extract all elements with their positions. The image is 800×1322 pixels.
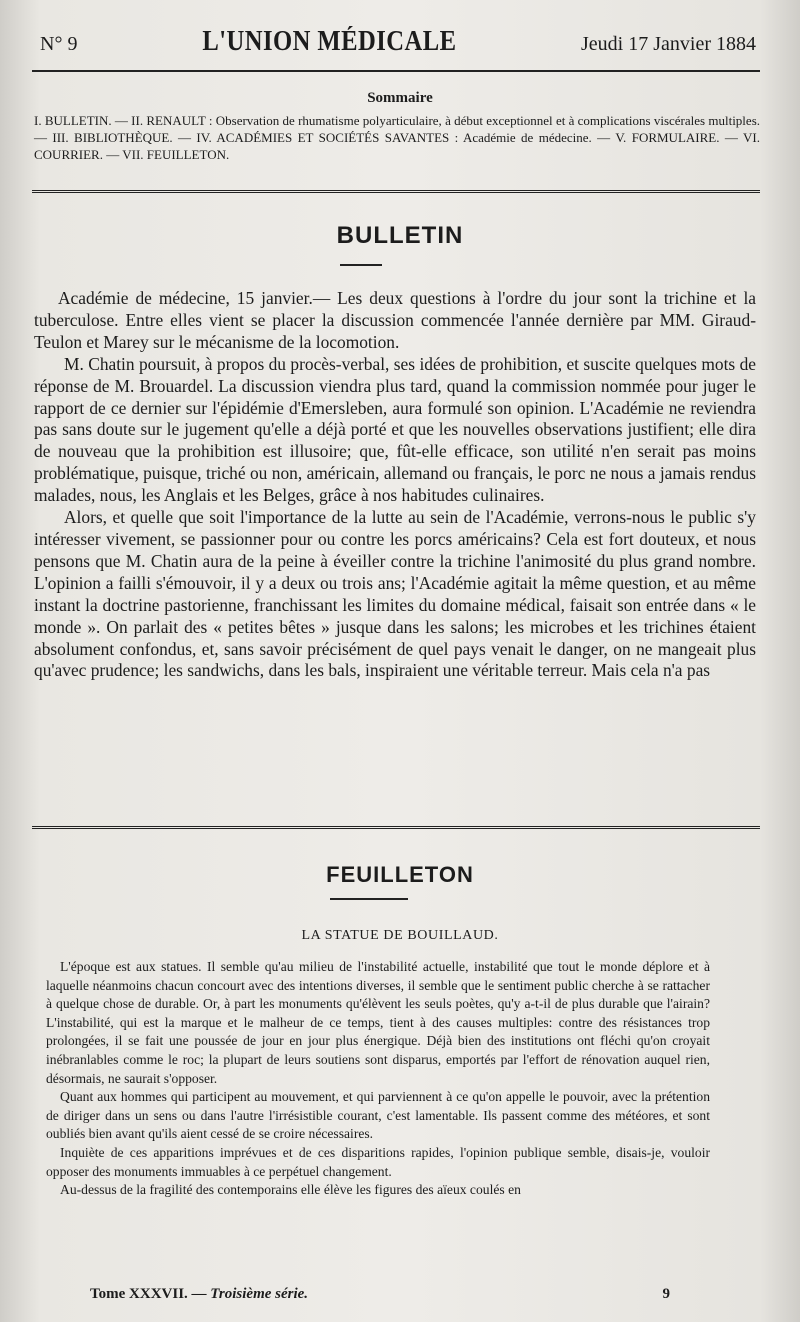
- header-rule: [32, 70, 760, 72]
- feuilleton-rule: [32, 826, 760, 832]
- sommaire-title: Sommaire: [367, 90, 433, 106]
- bulletin-divider: [340, 264, 382, 266]
- feuilleton-divider: [330, 898, 408, 900]
- feuilleton-paragraph-2: Quant aux hommes qui participent au mouvement, et qui parviennent à ce qu'on appelle le pouvoir, avec la prétention de diriger dans un sens ou dans l'autre l'irrésistible courant, c'est lamentable. Ils passent comme des météores, et sont oubliés bien avant qu'ils aient cessé de se croire nécessaires.: [46, 1089, 710, 1142]
- page-number: 9: [662, 1286, 670, 1302]
- bulletin-body: [34, 288, 756, 682]
- feuilleton-body: [46, 958, 710, 1200]
- feuilleton-subtitle: LA STATUE DE BOUILLAUD.: [301, 928, 499, 943]
- journal-title: L'UNION MÉDICALE: [202, 26, 457, 57]
- feuilleton-title: FEUILLETON: [326, 862, 474, 887]
- footer-series: Troisième série.: [210, 1286, 309, 1302]
- issue-date: Jeudi 17 Janvier 1884: [581, 33, 756, 55]
- bulletin-paragraph-3: Alors, et quelle que soit l'importance de la lutte au sein de l'Académie, verrons-nous le public s'y intéresser vivement, se passionner pour ou contre les porcs américains? Cela est fort douteux, et nous pensons que M. Chatin aura de la peine à éveiller contre la trichine l'animosité du plus grand nombre. L'opinion a failli s'émouvoir, il y a deux ou trois ans; l'Académie agitait la même question, et au même instant la doctrine pastorienne, franchissant les limites du domaine médical, faisait son entrée dans « le monde ». On parlait des « petites bêtes » jusque dans les salons; les microbes et les trichines étaient absolument confondus, et, sans savoir précisément de quel pays venait le danger, on ne mangeait plus qu'avec prudence; les sandwichs, dans les bals, inspiraient une véritable terreur. Mais cela n'a pas: [34, 507, 756, 681]
- bulletin-paragraph-2: M. Chatin poursuit, à propos du procès-verbal, ses idées de prohibition, et suscite quelques mots de réponse de M. Brouardel. La discussion viendra plus tard, quand la commission nommée pour juger le rapport de ce dernier sur l'épidémie d'Emersleben, aura formulé son opinion. L'Académie ne reviendra pas sans doute sur le jugement qu'elle a déjà porté et que les nouvelles observations justifient; elle dira de nouveau que la prohibition est illusoire; que, fût-elle efficace, son utilité n'en serait pas moins problématique, puisque, triché ou non, américain, allemand ou français, le porc ne nous a jamais rendus malades, nous, les Anglais et les Belges, grâce à nos habitudes culinaires.: [34, 353, 756, 506]
- issue-number: N° 9: [40, 33, 78, 55]
- page-footer: [90, 1286, 670, 1303]
- sommaire-text: I. BULLETIN. — II. RENAULT : Observation de rhumatisme polyarticulaire, à début exceptionnel et à complications viscérales multiples. — III. BIBLIOTHÈQUE. — IV. ACADÉMIES ET SOCIÉTÉS SAVANTES : Académie de médecine. — V. FORMULAIRE. — VI. COURRIER. — VII. FEUILLETON.: [34, 113, 760, 162]
- footer-volume-info: [90, 1286, 308, 1303]
- bulletin-title: BULLETIN: [336, 222, 464, 249]
- bulletin-paragraph-1: Académie de médecine, 15 janvier.— Les deux questions à l'ordre du jour sont la trichine et la tuberculose. Entre elles vient se placer la discussion commencée l'année dernière par MM. Giraud-Teulon et Marey sur le mécanisme de la locomotion.: [34, 288, 756, 352]
- feuilleton-paragraph-4: Au-dessus de la fragilité des contemporains elle élève les figures des aïeux coulés en: [60, 1182, 521, 1198]
- feuilleton-paragraph-3: Inquiète de ces apparitions imprévues et de ces disparitions rapides, l'opinion publique semble, disais-je, vouloir opposer des monuments immuables à ce perpétuel changement.: [46, 1144, 710, 1179]
- footer-volume: Tome XXXVII. —: [90, 1286, 207, 1302]
- sommaire-rule: [32, 190, 760, 196]
- page-header: [40, 26, 756, 62]
- feuilleton-paragraph-1: L'époque est aux statues. Il semble qu'au milieu de l'instabilité actuelle, instabilité que tout le monde déplore et à laquelle néanmoins chacun concourt avec des intentions diverses, il semble que le sentiment public cherche à se rattacher à quelque chose de durable. Or, à part les monuments qu'élèvent les seuls poètes, qu'y a-t-il de plus durable que l'airain? L'instabilité, qui est la marque et le malheur de ce temps, tient à des causes multiples: contre des résistances trop prolongées, il se fait une poussée de jour en jour plus énergique. Déjà bien des institutions ont fléchi qu'on croyait inébranlables comme le roc; la plupart de leurs soutiens sont disparus, emportés par l'effort de rénovation auquel rien, désormais, ne saurait s'opposer.: [46, 959, 710, 1086]
